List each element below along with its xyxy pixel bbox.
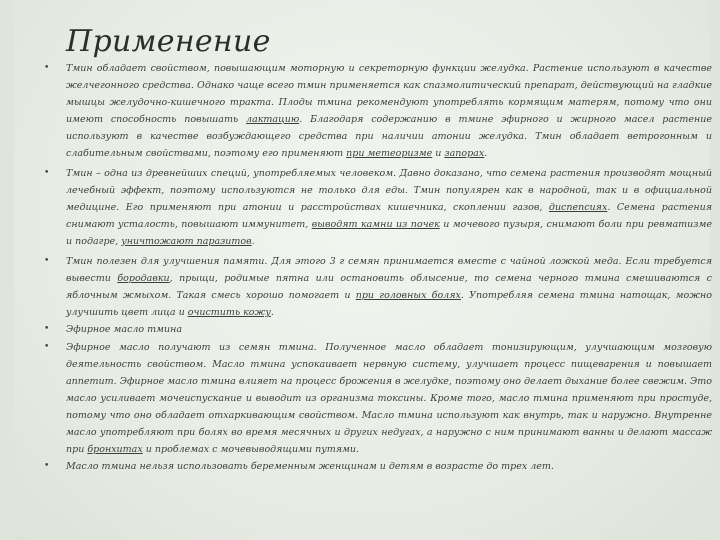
bullet-text: Эфирное масло получают из семян тмина. Полученное масло обладает тонизирующим, улучшающим мозговую деятельность свойством. Масло тмина успокаивает нервную систему, улучшает процесс пищеварения и повышает аппетит. Эфирное масло тмина влияет на процесс брожения в желудке, поэтому оно делает дыхание более свежим. Это масло усиливает мочеиспускание и выводит из организма токсины. Кроме того, масло тмина применяют при простуде, потому что оно обладает отхаркивающим свойством. Масло тмина используют как внутрь, так и наружно. Внутренне масло употребляют при болях во время месячных и других недугах, а наружно с ним принимают ванны и делают массаж при — [66, 341, 712, 456]
bullet-text: , прыщи, родимые пятна или остановить облысение, то семена черного тмина смешиваются с яблочным жмыхом. Такая смесь хорошо помогает и — [66, 273, 713, 302]
inline-link[interactable]: запорах — [444, 148, 485, 160]
inline-link[interactable]: выводят камни из почек — [311, 218, 440, 230]
bullet-dot-icon: • — [44, 256, 50, 267]
inline-link[interactable]: уничтожают паразитов — [121, 235, 252, 247]
bullet-dot-icon: • — [44, 63, 50, 73]
bullet-item — [40, 253, 712, 321]
bullet-text: . — [270, 307, 274, 319]
inline-link[interactable]: очистить кожу — [187, 307, 271, 319]
bullet-text: Эфирное масло тмина — [66, 324, 183, 336]
bullet-text: Тмин полезен для улучшения памяти. Для этого 3 г семян принимается вместе с чайной ложкой меда. Если требуется вывести — [66, 256, 712, 285]
bullet-text: . Семена растения снимают усталость, повышают иммунитет, — [66, 201, 713, 230]
inline-link[interactable]: диспепсиях — [548, 201, 608, 213]
bullet-text: и проблемах с мочевыводящими путями. — [142, 444, 360, 456]
bullet-dot-icon: • — [44, 167, 50, 178]
bullet-dot-icon: • — [44, 324, 50, 335]
bullet-text: . — [484, 148, 488, 160]
inline-link[interactable]: при головных болях — [355, 290, 461, 302]
bullet-text: Масло тмина нельзя использовать беременным женщинам и детям в возрасте до трех лет. — [66, 461, 554, 473]
bullet-text: и — [432, 148, 445, 160]
bullet-text: Тмин – одна из древнейших специй, употребляемых человеком. Давно доказано, что семена растения производят мощный лечебный эффект, поэтому используются не только для еды. Тмин популярен как в народной, так и в официальной медицине. Его применяют при атонии и расстройствах кишечника, скоплении газов, — [66, 167, 712, 213]
bullet-item — [40, 60, 712, 163]
inline-link[interactable]: при метеоризме — [346, 148, 433, 160]
bullet-list — [40, 60, 712, 475]
bullet-item — [40, 458, 712, 475]
bullet-dot-icon: • — [44, 461, 50, 472]
bullet-text: и мочевого пузыря, снимают боли при ревматизме и подагре, — [66, 218, 712, 247]
bullet-item — [40, 339, 712, 459]
bullet-text: . Благодаря содержанию в тмине эфирного и жирного масел растение используют в качестве возбуждающего средства при наличии атонии желудка. Тмин обладает ветрогонным и слабительным свойствами, поэтому его применяют — [66, 114, 712, 160]
inline-link[interactable]: лактацию — [246, 114, 300, 126]
inline-link[interactable]: бородавки — [117, 273, 170, 285]
inline-link[interactable]: бронхитах — [87, 444, 143, 456]
bullet-text: . Употребляя семена тмина натощак, можно улучшить цвет лица и — [66, 290, 712, 319]
bullet-text: Тмин обладает свойством, повышающим моторную и секреторную функции желудка. Растение используют в качестве желчегонного средства. Однако чаще всего тмин применяется как спазмолитический препарат, действующий на гладкие мышцы желудочно-кишечного тракта. Плоды тмина рекомендуют употреблять кормящим матерям, потому что они имеют способность повышать — [66, 63, 712, 126]
slide-title: Применение — [66, 24, 271, 59]
bullet-item — [40, 321, 712, 338]
bullet-item — [40, 165, 712, 250]
bullet-dot-icon: • — [44, 341, 50, 352]
bullet-text: . — [251, 235, 255, 247]
